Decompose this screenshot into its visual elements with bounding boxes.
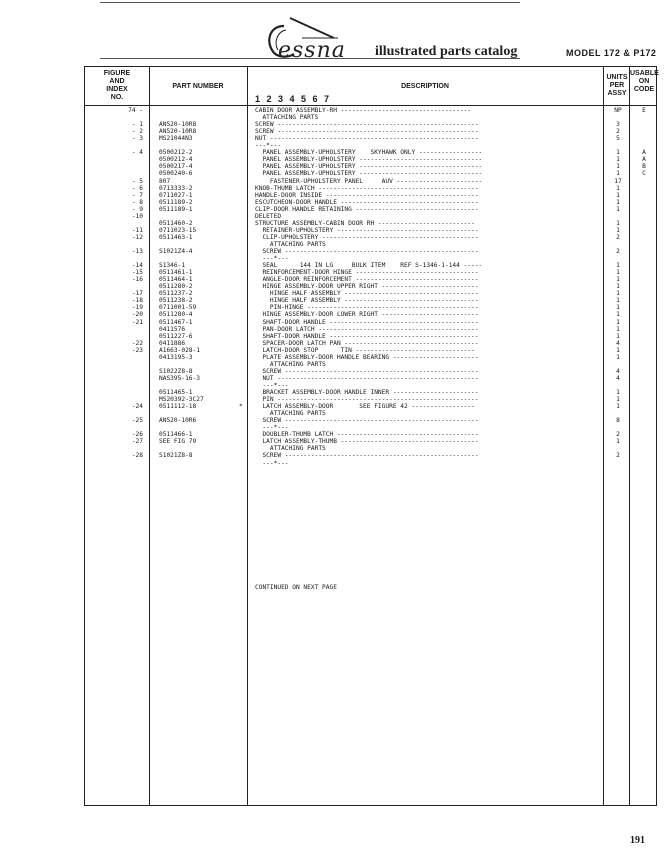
units-per-assy: 1 — [616, 346, 620, 354]
units-per-assy: 1 — [616, 184, 620, 192]
description: ATTACHING PARTS — [255, 410, 326, 418]
part-number: 0500212-4 — [159, 156, 193, 164]
header-rule — [100, 58, 520, 59]
table-row — [85, 255, 656, 262]
description: ATTACHING PARTS — [255, 240, 326, 248]
table-row — [85, 396, 656, 403]
units-per-assy: 4 — [616, 339, 620, 347]
units-per-assy: 1 — [616, 304, 620, 312]
units-per-assy: 4 — [616, 367, 620, 375]
part-number: 0713333-2 — [159, 184, 193, 192]
index-number: -17 — [131, 290, 143, 298]
table-row — [85, 304, 656, 311]
table-row — [85, 234, 656, 241]
table-row — [85, 382, 656, 389]
index-number: -16 — [131, 276, 143, 284]
description: ATTACHING PARTS — [255, 360, 326, 368]
index-number: 74 - — [128, 107, 143, 114]
usable-code: C — [642, 170, 646, 178]
brand-name: essna — [278, 38, 346, 63]
units-per-assy: 1 — [616, 269, 620, 277]
table-row — [85, 107, 656, 114]
table-row — [85, 361, 656, 368]
part-number: 0511467-1 — [159, 318, 193, 326]
index-number: -20 — [131, 311, 143, 319]
part-number: 0711027-1 — [159, 191, 193, 199]
table-row — [85, 178, 656, 185]
part-number: AN520-10R8 — [159, 128, 197, 136]
part-number: 0413195-3 — [159, 353, 193, 361]
part-number: 0511227-6 — [159, 332, 193, 340]
description: ---*--- — [255, 459, 289, 467]
description: KNOB-THUMB LATCH ------------------------------------------- — [255, 184, 479, 192]
description-header: DESCRIPTION — [401, 83, 449, 90]
part-number: 0500240-6 — [159, 170, 193, 178]
index-number: - 8 — [131, 198, 143, 206]
part-number-header: PART NUMBER — [172, 83, 224, 90]
description: SCREW ---------------------------------------------------- — [255, 417, 479, 425]
description: HINGE HALF ASSEMBLY ------------------------------------ — [255, 290, 479, 298]
table-row — [85, 368, 656, 375]
part-number: 0511237-2 — [159, 290, 193, 298]
units-per-assy: 2 — [616, 128, 620, 136]
part-number: NAS395-16-3 — [159, 374, 200, 382]
table-row — [85, 163, 656, 170]
table-row — [85, 269, 656, 276]
units-per-assy: 1 — [616, 156, 620, 164]
part-number: 0411576 — [159, 325, 186, 333]
table-row — [85, 319, 656, 326]
index-number: - 2 — [131, 128, 143, 136]
description: PANEL ASSEMBLY-UPHOLSTERY --------------------------------- — [255, 156, 483, 164]
description: DELETED — [255, 212, 282, 220]
units-per-assy: 1 — [616, 283, 620, 291]
description: SHAFT-DOOR HANDLE ---------------------------------------- — [255, 318, 479, 326]
part-number: 0511280-4 — [159, 311, 193, 319]
units-per-assy: 17 — [614, 177, 622, 185]
index-number: -21 — [131, 318, 143, 326]
table-row — [85, 460, 656, 467]
part-number: S1021Z4-4 — [159, 248, 193, 255]
description: SCREW ------------------------------------------------------ — [255, 128, 479, 136]
description: PANEL ASSEMBLY-UPHOLSTERY SKYHAWK ONLY ----------------- — [255, 149, 483, 157]
description: CABIN DOOR ASSEMBLY-RH ----------------------------------- — [255, 107, 472, 114]
index-number: -25 — [131, 417, 143, 425]
table-row — [85, 403, 656, 410]
units-per-assy: 1 — [616, 403, 620, 411]
table-row — [85, 417, 656, 424]
part-number: 0511112-18 — [159, 403, 197, 411]
part-number: MS21044N3 — [159, 135, 193, 143]
table-row — [85, 248, 656, 255]
description: ATTACHING PARTS — [255, 114, 319, 122]
part-number: 807 — [159, 177, 171, 185]
index-number: - 6 — [131, 184, 143, 192]
units-per-assy: 1 — [616, 198, 620, 206]
description: CLIP-DOOR HANDLE RETAINING --------------------------------- — [255, 205, 479, 213]
table-row — [85, 333, 656, 340]
part-number: 0411886 — [159, 339, 186, 347]
description: DOUBLER-THUMB LATCH -------------------------------------- — [255, 431, 479, 439]
part-number: 0500217-4 — [159, 163, 193, 171]
indent-digits: 1 2 3 4 5 6 7 — [255, 94, 332, 104]
table-row — [85, 276, 656, 283]
description: ANGLE-DOOR REINFORCEMENT --------------------------------- — [255, 276, 479, 284]
part-number: S1346-1 — [159, 262, 186, 270]
table-row — [85, 213, 656, 220]
units-header: UNITS PER ASSY — [606, 74, 628, 97]
part-number: 0511189-2 — [159, 198, 193, 206]
parts-table — [84, 66, 657, 806]
units-per-assy: 1 — [616, 226, 620, 234]
part-number: AN520-10R6 — [159, 417, 197, 425]
index-number: -15 — [131, 269, 143, 277]
table-row — [85, 262, 656, 269]
units-per-assy: 1 — [616, 353, 620, 361]
usable-code: B — [642, 163, 646, 171]
description: SCREW ---------------------------------------------------- — [255, 248, 479, 255]
table-row — [85, 206, 656, 213]
units-per-assy: 2 — [616, 233, 620, 241]
part-number: 0511463-1 — [159, 233, 193, 241]
table-row — [85, 389, 656, 396]
description: HINGE ASSEMBLY-DOOR LOWER RIGHT -------------------------- — [255, 311, 479, 319]
table-row — [85, 142, 656, 149]
table-row — [85, 241, 656, 248]
table-row — [85, 192, 656, 199]
index-number: -19 — [131, 304, 143, 312]
description: HINGE ASSEMBLY-DOOR UPPER RIGHT -------------------------- — [255, 283, 479, 291]
table-row — [85, 452, 656, 459]
units-per-assy: 1 — [616, 311, 620, 319]
table-row — [85, 410, 656, 417]
units-per-assy: 1 — [616, 389, 620, 396]
index-number: -10 — [131, 212, 143, 220]
units-per-assy: 2 — [616, 452, 620, 460]
part-number: 0511465-1 — [159, 389, 193, 396]
description: ---*--- — [255, 424, 289, 432]
index-number: -13 — [131, 248, 143, 255]
units-per-assy: 2 — [616, 248, 620, 255]
description: NUT ------------------------------------------------------ — [255, 374, 479, 382]
index-number: - 3 — [131, 135, 143, 143]
part-number: S1021Z8-8 — [159, 452, 193, 460]
part-number: 0511461-1 — [159, 269, 193, 277]
description: NUT -------------------------------------------------------- — [255, 135, 479, 143]
table-row — [85, 326, 656, 333]
description: SHAFT-DOOR HANDLE ---------------------------------------- — [255, 332, 479, 340]
units-per-assy: 1 — [616, 191, 620, 199]
usable-code: A — [642, 149, 646, 157]
description: ---*--- — [255, 142, 282, 150]
description: ATTACHING PARTS — [255, 445, 326, 453]
page-number: 191 — [630, 835, 645, 846]
part-number: 0711001-59 — [159, 304, 197, 312]
description: STRUCTURE ASSEMBLY-CABIN DOOR RH -------------------------- — [255, 219, 475, 227]
header-divider — [85, 105, 656, 106]
units-per-assy: 1 — [616, 332, 620, 340]
units-per-assy: 1 — [616, 290, 620, 298]
part-number: S1022Z8-8 — [159, 367, 193, 375]
index-number: -27 — [131, 438, 143, 446]
table-row — [85, 438, 656, 445]
table-row — [85, 135, 656, 142]
units-per-assy: 1 — [616, 438, 620, 446]
part-number: 0511238-2 — [159, 297, 193, 305]
table-row — [85, 121, 656, 128]
part-number: 0511280-2 — [159, 283, 193, 291]
usable-code: A — [642, 156, 646, 164]
table-row — [85, 375, 656, 382]
units-per-assy: 1 — [616, 276, 620, 284]
table-row — [85, 424, 656, 431]
description: LATCH ASSEMBLY-DOOR SEE FIGURE 42 ----------------- — [255, 403, 475, 411]
units-per-assy: 3 — [616, 121, 620, 129]
usable-code: E — [642, 107, 646, 114]
part-number: AN520-10R8 — [159, 121, 197, 129]
description: BRACKET ASSEMBLY-DOOR HANDLE INNER ----------------------- — [255, 389, 479, 396]
table-row — [85, 283, 656, 290]
table-row — [85, 170, 656, 177]
table-row — [85, 297, 656, 304]
units-per-assy: 1 — [616, 163, 620, 171]
units-per-assy: NP — [614, 107, 622, 114]
index-number: -11 — [131, 226, 143, 234]
units-per-assy: 8 — [616, 417, 620, 425]
index-number: - 1 — [131, 121, 143, 129]
figure-index-header: FIGURE AND INDEX NO. — [103, 70, 131, 101]
table-row — [85, 431, 656, 438]
table-row — [85, 114, 656, 121]
part-number: 0711023-15 — [159, 226, 197, 234]
description: LATCH-DOOR STOP TIN -------------------------------- — [255, 346, 475, 354]
table-row — [85, 156, 656, 163]
index-number: -28 — [131, 452, 143, 460]
units-per-assy: 1 — [616, 318, 620, 326]
table-row — [85, 220, 656, 227]
table-row — [85, 340, 656, 347]
description: SEAL 144 IN LG BULK ITEM REF S-1346-1-144 ----- — [255, 262, 483, 270]
units-per-assy: 1 — [616, 205, 620, 213]
table-row — [85, 347, 656, 354]
index-number: -22 — [131, 339, 143, 347]
description: PAN-DOOR LATCH ------------------------------------------- — [255, 325, 479, 333]
continued-note: CONTINUED ON NEXT PAGE — [255, 584, 337, 591]
index-number: -14 — [131, 262, 143, 270]
index-number: -24 — [131, 403, 143, 411]
description: FASTENER-UPHOLSTERY PANEL AUV ----------------------- — [255, 177, 483, 185]
units-per-assy: 4 — [616, 374, 620, 382]
index-number: - 5 — [131, 177, 143, 185]
description: SCREW ------------------------------------------------------ — [255, 121, 479, 129]
revision-mark: * — [239, 403, 243, 411]
description: PANEL ASSEMBLY-UPHOLSTERY --------------------------------- — [255, 170, 483, 178]
index-number: -23 — [131, 346, 143, 354]
description: PIN ------------------------------------------------------ — [255, 396, 479, 404]
description: RETAINER-UPHOLSTERY -------------------------------------- — [255, 226, 479, 234]
units-per-assy: 5 — [616, 135, 620, 143]
catalog-title: illustrated parts catalog — [375, 44, 518, 59]
units-per-assy: 1 — [616, 396, 620, 404]
index-number: -18 — [131, 297, 143, 305]
description: SCREW ---------------------------------------------------- — [255, 452, 479, 460]
description: CLIP-UPHOLSTERY ------------------------------------------ — [255, 233, 479, 241]
table-row — [85, 149, 656, 156]
description: HINGE HALF ASSEMBLY ------------------------------------ — [255, 297, 479, 305]
table-row — [85, 290, 656, 297]
description: ---*--- — [255, 255, 289, 263]
description: REINFORCEMENT-DOOR HINGE --------------------------------- — [255, 269, 479, 277]
part-number: 0511189-1 — [159, 205, 193, 213]
part-number: SEE FIG 79 — [159, 438, 197, 446]
description: ---*--- — [255, 381, 289, 389]
table-row — [85, 445, 656, 452]
table-row — [85, 199, 656, 206]
index-number: - 4 — [131, 149, 143, 157]
description: PANEL ASSEMBLY-UPHOLSTERY --------------------------------- — [255, 163, 483, 171]
units-per-assy: 1 — [616, 297, 620, 305]
units-per-assy: 1 — [616, 170, 620, 178]
description: HANDLE-DOOR INSIDE ----------------------------------------- — [255, 191, 479, 199]
index-number: -12 — [131, 233, 143, 241]
units-per-assy: 1 — [616, 325, 620, 333]
units-per-assy: 2 — [616, 431, 620, 439]
part-number: A1663-028-1 — [159, 346, 200, 354]
index-number: - 9 — [131, 205, 143, 213]
part-number: 0500212-2 — [159, 149, 193, 157]
description: SCREW ---------------------------------------------------- — [255, 367, 479, 375]
description: PLATE ASSEMBLY-DOOR HANDLE BEARING ----------------------- — [255, 353, 479, 361]
table-row — [85, 311, 656, 318]
part-number: 0511460-2 — [159, 219, 193, 227]
description: ESCUTCHEON-DOOR HANDLE ------------------------------------- — [255, 198, 479, 206]
units-per-assy: 1 — [616, 219, 620, 227]
description: LATCH ASSEMBLY-THUMB ------------------------------------- — [255, 438, 479, 446]
usable-code-header: USABLE ON CODE — [630, 70, 659, 93]
index-number: - 7 — [131, 191, 143, 199]
top-rule — [100, 2, 520, 3]
index-number: -26 — [131, 431, 143, 439]
units-per-assy: 1 — [616, 262, 620, 270]
description: SPACER-DOOR LATCH PAN ------------------------------------ — [255, 339, 479, 347]
units-per-assy: 1 — [616, 149, 620, 157]
model-label: MODEL 172 & P172 — [566, 48, 657, 58]
table-row — [85, 227, 656, 234]
part-number: 0511466-1 — [159, 431, 193, 439]
table-row — [85, 354, 656, 361]
table-row — [85, 128, 656, 135]
description: PIN-HINGE ---------------------------------------------- — [255, 304, 479, 312]
table-row — [85, 185, 656, 192]
part-number: 0511464-1 — [159, 276, 193, 284]
part-number: MS20392-3C27 — [159, 396, 204, 404]
